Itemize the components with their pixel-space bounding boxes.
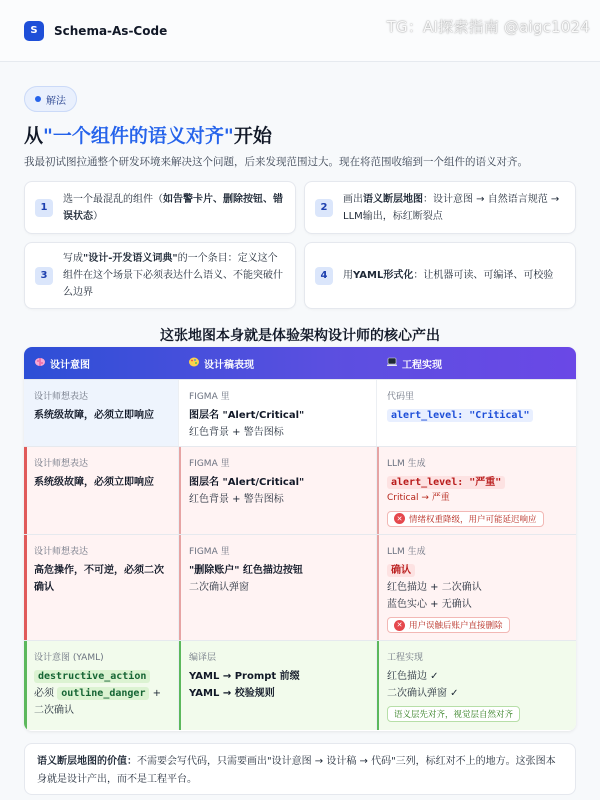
section-title: 这张地图本身就是体验架构设计师的核心产出 bbox=[160, 328, 440, 344]
table-row bbox=[24, 640, 576, 730]
engineering-cell: 工程实现 红色描边 ✓ 二次确认弹窗 ✓ 语义层先对齐，视觉层自然对齐 bbox=[376, 641, 576, 730]
warning-tag: ✕ 用户误触后账户直接删除 bbox=[387, 617, 510, 633]
title-suffix: 开始 bbox=[233, 125, 272, 147]
step-card-4 bbox=[304, 242, 576, 309]
app-title: Schema-As-Code bbox=[54, 23, 168, 38]
page-title bbox=[24, 121, 272, 148]
column-header-label: 设计稿表现 bbox=[204, 359, 254, 371]
error-icon: ✕ bbox=[394, 620, 405, 631]
app-logo: S bbox=[24, 21, 44, 41]
dot-icon bbox=[35, 96, 41, 102]
laptop-icon bbox=[386, 356, 398, 371]
title-prefix: 从 bbox=[24, 125, 44, 147]
column-header-engineering bbox=[376, 347, 576, 379]
brain-icon bbox=[34, 356, 46, 371]
design-cell: FIGMA 里 "删除账户" 红色描边按钮 二次确认弹窗 bbox=[178, 535, 376, 640]
step-text: 选一个最混乱的组件（如告警卡片、删除按钮、错误状态） bbox=[63, 193, 283, 222]
code-snippet: 确认 bbox=[387, 564, 415, 577]
step-number: 4 bbox=[315, 267, 333, 285]
step-text: 写成"设计-开发语义词典"的一个条目：定义这个组件在这个场景下必须表达什么语义、不能突破什么边界 bbox=[63, 253, 283, 298]
page-subtitle: 我最初试图拉通整个研发环境来解决这个问题，后来发现范围过大。现在将范围收缩到一个组件的语义对齐。 bbox=[24, 156, 528, 168]
design-cell: 编译层 YAML → Prompt 前缀 YAML → 校验规则 bbox=[178, 641, 376, 730]
intent-cell: 设计意图 (YAML) destructive_action 必须 outline_danger + 二次确认 bbox=[34, 653, 162, 717]
success-tag: 语义层先对齐，视觉层自然对齐 bbox=[387, 706, 520, 722]
table-row bbox=[24, 379, 576, 446]
palette-icon bbox=[188, 356, 200, 371]
column-header-design bbox=[178, 347, 376, 379]
table-row bbox=[24, 534, 576, 640]
intent-cell: 设计师想表达 高危操作，不可逆，必须二次确认 bbox=[34, 547, 164, 594]
step-text: 画出语义断层地图：设计意图 → 自然语言规范 → LLM输出，标红断裂点 bbox=[343, 193, 560, 222]
column-header-label: 设计意图 bbox=[50, 359, 90, 371]
step-number: 1 bbox=[35, 199, 53, 217]
semantic-gap-table bbox=[24, 347, 576, 731]
table-row bbox=[24, 446, 576, 534]
intent-cell: 设计师想表达 系统级故障，必须立即响应 bbox=[34, 459, 154, 489]
value-note: 语义断层地图的价值：不需要会写代码，只需要画出"设计意图 → 设计稿 → 代码"三列，标红对不上的地方。这张图本身就是设计产出，而不是工程平台。 bbox=[24, 743, 576, 795]
step-card-2 bbox=[304, 181, 576, 234]
code-snippet: alert_level: "Critical" bbox=[387, 409, 533, 422]
intent-cell: 设计师想表达 系统级故障，必须立即响应 bbox=[24, 380, 178, 446]
mismatch-text: Critical → 严重 bbox=[387, 493, 450, 504]
step-number: 2 bbox=[315, 199, 333, 217]
title-highlight: "一个组件的语义对齐" bbox=[43, 125, 234, 147]
step-card-1 bbox=[24, 181, 296, 234]
code-snippet: outline_danger bbox=[57, 687, 149, 700]
engineering-cell: LLM 生成 确认 红色描边 + 二次确认 蓝色实心 + 无确认 ✕ 用户误触后账户直接删除 bbox=[376, 535, 576, 640]
error-icon: ✕ bbox=[394, 513, 405, 524]
top-bar bbox=[0, 0, 600, 62]
code-snippet: alert_level: "严重" bbox=[387, 476, 505, 489]
column-header-label: 工程实现 bbox=[402, 359, 442, 371]
code-snippet: destructive_action bbox=[34, 670, 150, 683]
badge-label: 解法 bbox=[46, 95, 66, 107]
warning-tag: ✕ 情绪权重降级，用户可能延迟响应 bbox=[387, 511, 544, 527]
table-header bbox=[24, 347, 576, 379]
column-header-intent bbox=[24, 347, 178, 379]
engineering-cell: 代码里 alert_level: "Critical" bbox=[376, 380, 576, 446]
watermark: TG：AI探索指南 @aigc1024 bbox=[386, 18, 590, 36]
solution-badge bbox=[24, 86, 77, 112]
design-cell: FIGMA 里 图层名 "Alert/Critical" 红色背景 + 警告图标 bbox=[178, 447, 376, 534]
design-cell: FIGMA 里 图层名 "Alert/Critical" 红色背景 + 警告图标 bbox=[178, 380, 376, 446]
step-number: 3 bbox=[35, 267, 53, 285]
step-text: 用YAML形式化：让机器可读、可编译、可校验 bbox=[343, 270, 554, 281]
step-card-3 bbox=[24, 242, 296, 309]
engineering-cell: LLM 生成 alert_level: "严重" Critical → 严重 ✕ 情绪权重降级，用户可能延迟响应 bbox=[376, 447, 576, 534]
